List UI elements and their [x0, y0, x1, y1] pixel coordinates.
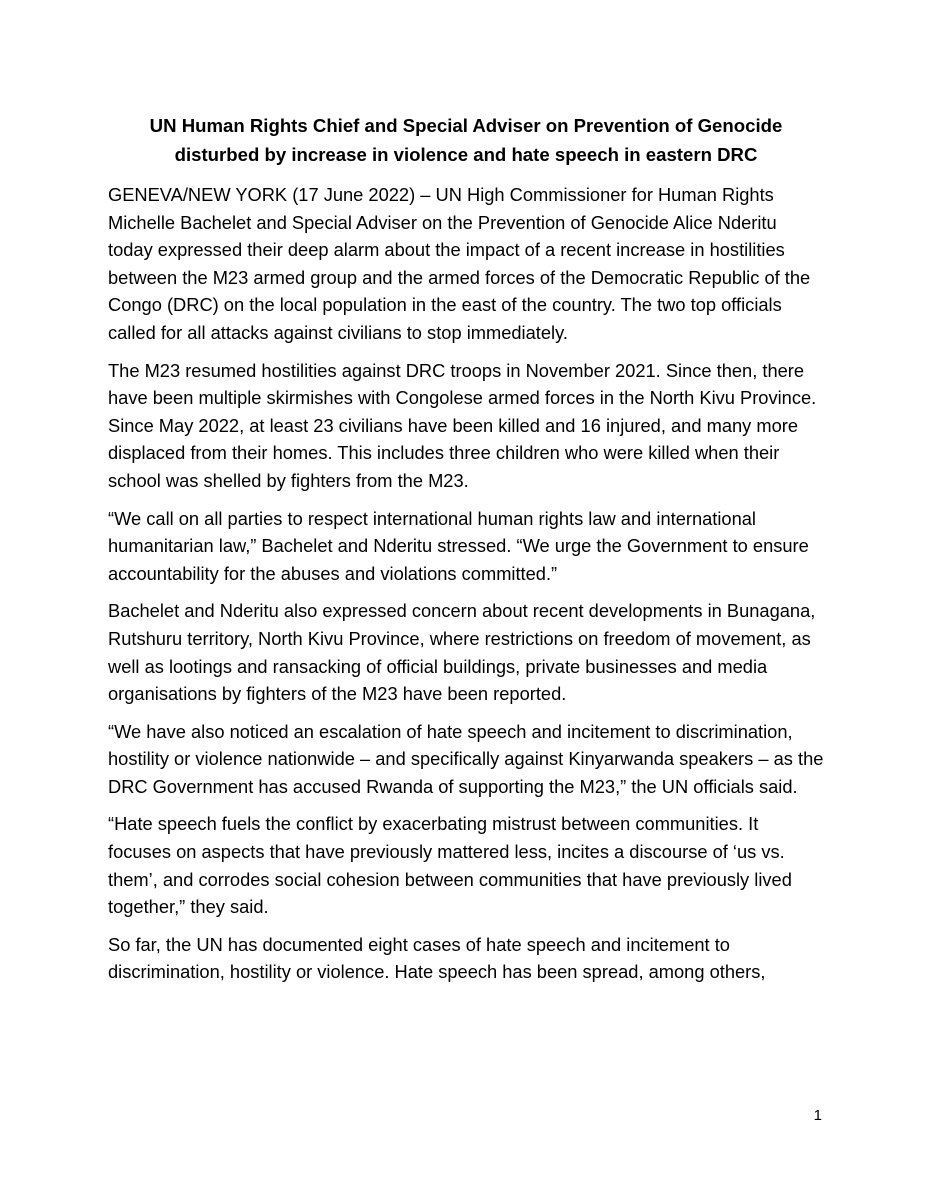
paragraph-documented-cases: So far, the UN has documented eight cases of hate speech and incitement to discrimination, hostility or violence. Hate speech has been spread, among others, — [108, 933, 766, 983]
document-title: UN Human Rights Chief and Special Adviser on Prevention of Genocide disturbed by increase in violence and hate speech in eastern DRC — [149, 115, 783, 165]
page-number: 1 — [813, 1107, 822, 1124]
paragraph-quote-escalation: “We have also noticed an escalation of hate speech and incitement to discrimination, hostility or violence nationwide – and specifically against Kinyarwanda speakers – as the DRC Government has accused Rwanda of supporting the M23,” the UN officials said. — [108, 720, 824, 797]
paragraph-quote-law: “We call on all parties to respect international human rights law and international humanitarian law,” Bachelet and Nderitu stressed. “We urge the Government to ensure accountability for the abuses and violations committed.” — [108, 507, 809, 584]
paragraph-hostilities: The M23 resumed hostilities against DRC troops in November 2021. Since then, there have been multiple skirmishes with Congolese armed forces in the North Kivu Province. Since May 2022, at least 23 civilians have been killed and 16 injured, and many more displaced from their homes. This includes three children who were killed when their school was shelled by fighters from the M23. — [108, 359, 817, 491]
paragraph-intro: GENEVA/NEW YORK (17 June 2022) – UN High Commissioner for Human Rights Michelle Bachelet and Special Adviser on the Prevention of Genocide Alice Nderitu today expressed their deep alarm about the impact of a recent increase in hostilities between the M23 armed group and the armed forces of the Democratic Republic of the Congo (DRC) on the local population in the east of the country. The two top officials called for all attacks against civilians to stop immediately. — [108, 184, 811, 343]
document-body — [108, 111, 824, 996]
paragraph-quote-hate-speech: “Hate speech fuels the conflict by exacerbating mistrust between communities. It focuses on aspects that have previously mattered less, incites a discourse of ‘us vs. them’, and corrodes social cohesion between communities that have previously lived together,” they said. — [108, 813, 792, 918]
paragraph-bunagana: Bachelet and Nderitu also expressed concern about recent developments in Bunagana, Rutshuru territory, North Kivu Province, where restrictions on freedom of movement, as well as lootings and ransacking of official buildings, private businesses and media organisations by fighters of the M23 have been reported. — [108, 600, 816, 705]
